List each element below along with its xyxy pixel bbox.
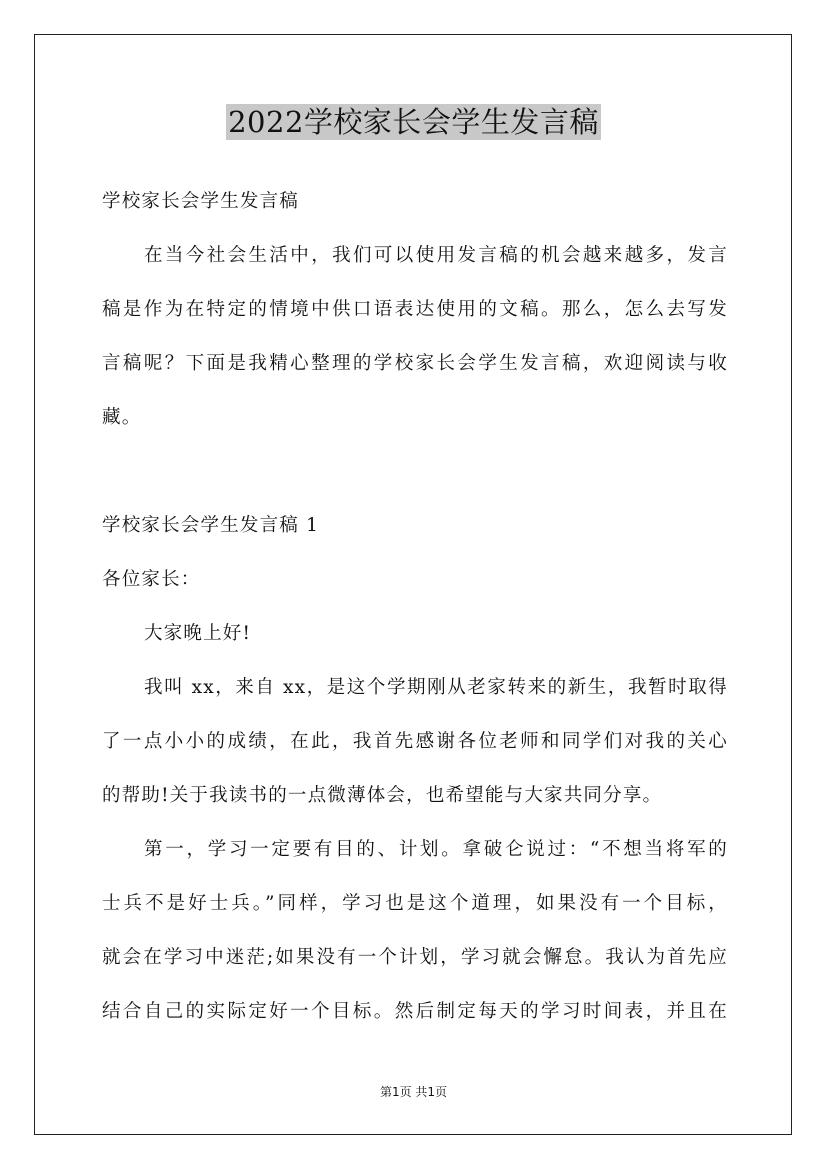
section-title: 学校家长会学生发言稿 1 — [102, 515, 320, 536]
paragraph-line: 士兵不是好士兵。”同样，学习也是这个道理，如果没有一个目标， — [102, 893, 728, 914]
intro-line: 言稿呢？下面是我精心整理的学校家长会学生发言稿，欢迎阅读与收 — [102, 353, 728, 374]
document-body — [102, 175, 728, 1039]
paragraph-line: 第一，学习一定要有目的、计划。拿破仑说过：“不想当将军的 — [144, 839, 728, 860]
blank-line — [102, 445, 728, 499]
paragraph-line: 了一点小小的成绩，在此，我首先感谢各位老师和同学们对我的关心 — [102, 731, 728, 752]
document-title-wrap — [0, 104, 827, 140]
intro-line: 藏。 — [102, 407, 142, 428]
paragraph-line: 结合自己的实际定好一个目标。然后制定每天的学习时间表，并且在 — [102, 1001, 728, 1022]
paragraph-line: 就会在学习中迷茫;如果没有一个计划，学习就会懈怠。我认为首先应 — [102, 947, 728, 968]
paragraph-line: 我叫 xx，来自 xx，是这个学期刚从老家转来的新生，我暂时取得 — [144, 677, 728, 698]
document-heading: 学校家长会学生发言稿 — [102, 191, 300, 212]
paragraph-line: 的帮助!关于我读书的一点微薄体会，也希望能与大家共同分享。 — [102, 785, 663, 806]
salutation: 各位家长： — [102, 569, 201, 590]
page-footer: 第1页 共1页 — [379, 1085, 448, 1099]
document-title: 2022学校家长会学生发言稿 — [228, 105, 599, 139]
intro-line: 在当今社会生活中，我们可以使用发言稿的机会越来越多，发言 — [144, 245, 728, 266]
intro-line: 稿是作为在特定的情境中供口语表达使用的文稿。那么，怎么去写发 — [102, 299, 728, 320]
greeting: 大家晚上好! — [144, 623, 252, 644]
